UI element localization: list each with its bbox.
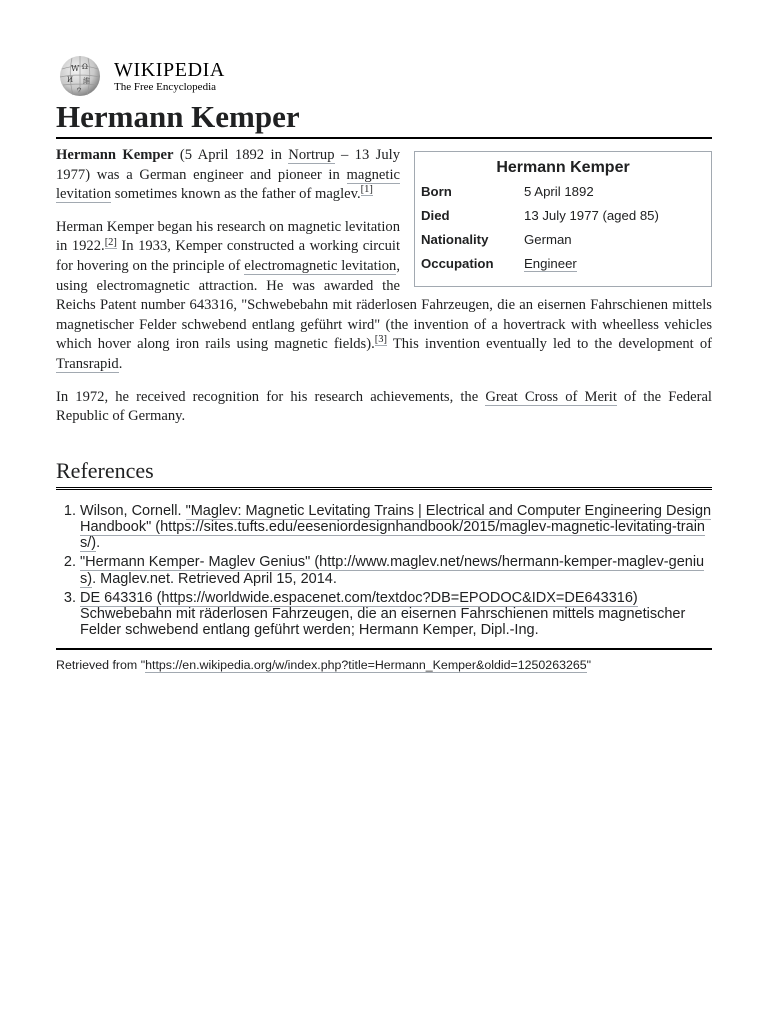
- article-body: [56, 146, 712, 427]
- text-run: ": [586, 658, 592, 673]
- retrieved-from-footer: [56, 648, 712, 673]
- wikipedia-globe-icon: [56, 55, 104, 97]
- infobox-row-nationality: [421, 232, 705, 256]
- reference-item: [80, 554, 712, 586]
- page: [56, 54, 712, 673]
- reference-link[interactable]: "Maglev: Magnetic Levitating Trains | Electrical and Computer Engineering Design Handbook" (https://sites.tufts.edu/eeseniordesignhandbook/2015/maglev-magnetic-levitating-trains/): [80, 502, 712, 552]
- text-run: sometimes known as the father of maglev.: [111, 186, 361, 203]
- text-run: of the Federal Republic of Germany.: [56, 388, 712, 425]
- wikipedia-logo[interactable]: [56, 54, 712, 98]
- text-run: , using electromagnetic attraction. He was awarded the Reichs Patent number 643316, "Schwebebahn mit räderlosen Fahrzeugen, die an eisernen Fahrschienen mittels magnetischer Felder schwebend entlang geführt wird" (the invention of a hovertrack with wheelless vehicles which hover along iron rails using magnetic fields).: [56, 257, 712, 353]
- wordmark: [114, 60, 225, 93]
- permanent-link[interactable]: https://en.wikipedia.org/w/index.php?title=Hermann_Kemper&oldid=1250263265: [145, 658, 587, 673]
- text-run: Wilson, Cornell.: [80, 502, 186, 519]
- nortrup-link[interactable]: Nortrup: [288, 147, 335, 163]
- globe-glyph: 維: [83, 77, 90, 85]
- globe-glyph: ウ: [76, 87, 83, 94]
- great-cross-of-merit-link[interactable]: Great Cross of Merit: [485, 388, 617, 405]
- occupation-link[interactable]: Engineer: [524, 256, 577, 271]
- text-run: Schwebebahn mit räderlosen Fahrzeugen, die an eisernen Fahrschienen mittels magnetischer Felder schwebend entlang geführt werden; Hermann Kemper, Dipl.-Ing.: [80, 605, 686, 639]
- infobox-value: 5 April 1892: [524, 184, 594, 199]
- infobox-title: Hermann Kemper: [496, 159, 630, 176]
- magnetic-levitation-link[interactable]: magnetic levitation: [56, 166, 400, 203]
- transrapid-link[interactable]: Transrapid: [56, 355, 119, 372]
- site-name: WIKIPEDIA: [114, 58, 225, 81]
- references-section: [56, 457, 712, 639]
- text-run: . Maglev.net. Retrieved April 15, 2014.: [92, 570, 337, 587]
- text-run: Herman Kemper began his research on magnetic levitation in 1922.: [56, 218, 400, 255]
- reference-link[interactable]: DE 643316 (https://worldwide.espacenet.com/textdoc?DB=EPODOC&IDX=DE643316): [80, 589, 638, 606]
- globe-glyph: И: [67, 76, 74, 84]
- infobox-value: 13 July 1977 (aged 85): [524, 208, 659, 223]
- reference-link[interactable]: "Hermann Kemper- Maglev Genius" (http://www.maglev.net/news/hermann-kemper-maglev-genius): [80, 554, 705, 587]
- reference-item: [80, 590, 712, 639]
- globe-glyph: W: [71, 64, 80, 73]
- infobox-label: Born: [421, 184, 452, 199]
- text-run: Retrieved from ": [56, 658, 146, 673]
- infobox-row-died: [421, 208, 705, 232]
- text-run: In 1972, he received recognition for his research achievements, the: [56, 388, 486, 405]
- citation-1: [361, 184, 373, 196]
- infobox-value: [524, 256, 577, 272]
- infobox: [414, 151, 712, 287]
- globe-glyph: Ω: [82, 63, 88, 71]
- infobox-value: German: [524, 232, 572, 247]
- text-run: – 13 July 1977) was a German engineer and pioneer in: [56, 147, 401, 183]
- infobox-label: Occupation: [421, 256, 494, 271]
- page-title: Hermann Kemper: [56, 98, 712, 139]
- electromagnetic-levitation-link[interactable]: electromagnetic levitation: [244, 257, 397, 274]
- infobox-label: Died: [421, 208, 450, 223]
- citation-link[interactable]: [2]: [104, 236, 117, 248]
- text-run: In 1933, Kemper constructed a working circuit for hovering on the principle of: [56, 238, 400, 274]
- citation-3: [375, 334, 387, 346]
- references-list: [56, 503, 712, 639]
- citation-link[interactable]: [3]: [374, 334, 387, 346]
- references-heading: References: [56, 457, 712, 490]
- site-tagline: The Free Encyclopedia: [114, 80, 217, 93]
- citation-2: [105, 237, 117, 249]
- text-run: This invention eventually led to the development of: [387, 336, 712, 353]
- infobox-row-occupation: [421, 256, 705, 280]
- infobox-label: Nationality: [421, 232, 489, 247]
- infobox-row-born: [421, 184, 705, 208]
- text-run: .: [118, 355, 123, 372]
- text-run: (5 April 1892 in: [173, 147, 289, 163]
- recognition-paragraph: [56, 388, 712, 427]
- citation-link[interactable]: [1]: [360, 184, 373, 196]
- text-run: .: [96, 535, 101, 552]
- subject-name: Hermann Kemper: [56, 147, 174, 163]
- reference-item: [80, 503, 712, 552]
